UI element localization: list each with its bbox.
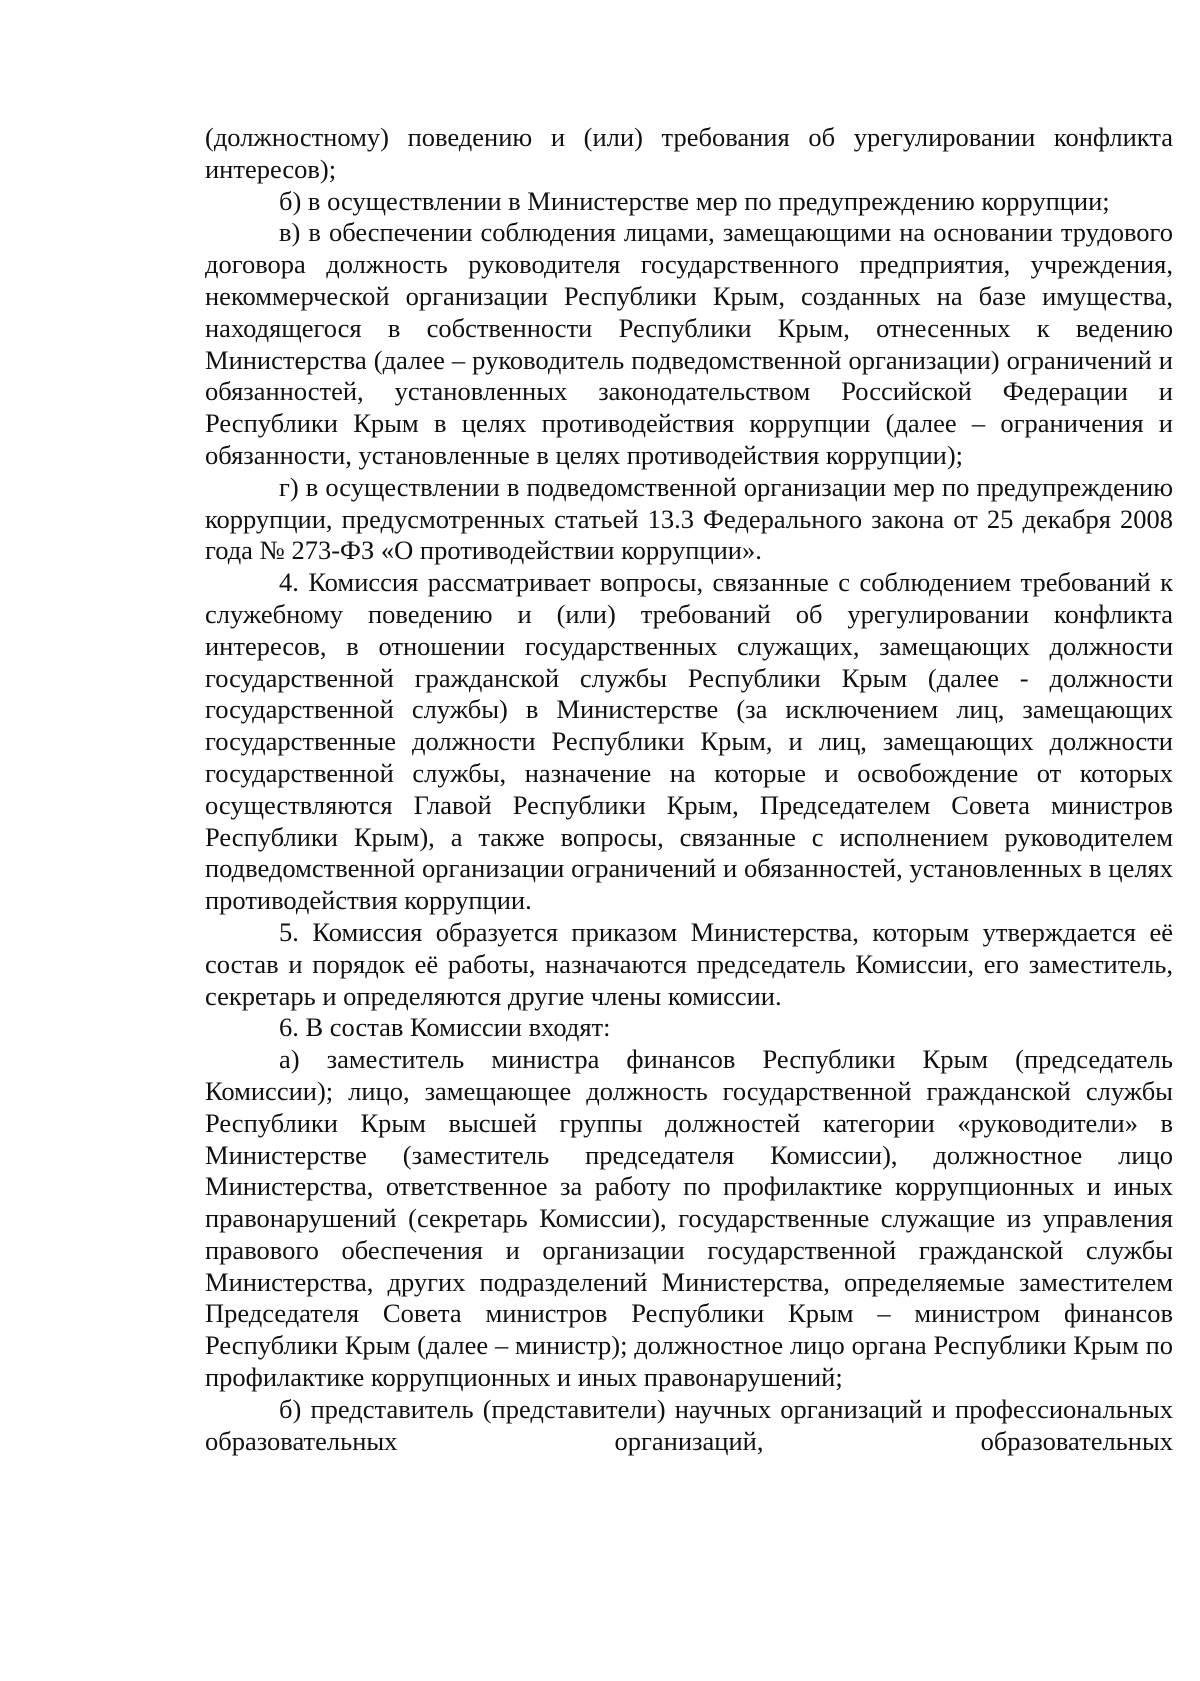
paragraph-item-v: в) в обеспечении соблюдения лицами, замещающими на основании трудового договора должность руководителя государственного предприятия, учреждения, некоммерческой организации Республики Крым, созданных на базе имущества, находящегося в собственности Республики Крым, отнесенных к ведению Министерства (далее – руководитель подведомственной организации) ограничений и обязанностей, установленных законодательством Российской Федерации и Республики Крым в целях противодействия коррупции (далее – ограничения и обязанности, установленные в целях противодействия коррупции); bbox=[205, 217, 1173, 470]
paragraph-section-6: 6. В состав Комиссии входят: bbox=[279, 1012, 611, 1043]
document-body bbox=[205, 122, 1173, 1457]
paragraph-continuation: (должностному) поведению и (или) требования об урегулировании конфликта интересов); bbox=[205, 122, 1173, 184]
paragraph-section-5: 5. Комиссия образуется приказом Министерства, которым утверждается её состав и порядок её работы, назначаются председатель Комиссии, его заместитель, секретарь и определяются другие члены комиссии. bbox=[205, 916, 1173, 1011]
paragraph-section-4: 4. Комиссия рассматривает вопросы, связанные с соблюдением требований к служебному поведению и (или) требований об урегулировании конфликта интересов, в отношении государственных служащих, замещающих должности государственной гражданской службы Республики Крым (далее - должности государственной службы) в Министерстве (за исключением лиц, замещающих государственные должности Республики Крым, и лиц, замещающих должности государственной службы, назначение на которые и освобождение от которых осуществляются Главой Республики Крым, Председателем Совета министров Республики Крым), а также вопросы, связанные с исполнением руководителем подведомственной организации ограничений и обязанностей, установленных в целях противодействия коррупции. bbox=[205, 567, 1173, 916]
paragraph-item-a: а) заместитель министра финансов Республики Крым (председатель Комиссии); лицо, замещающее должность государственной гражданской службы Республики Крым высшей группы должностей категории «руководители» в Министерстве (заместитель председателя Комиссии), должностное лицо Министерства, ответственное за работу по профилактике коррупционных и иных правонарушений (секретарь Комиссии), государственные служащие из управления правового обеспечения и организации государственной гражданской службы Министерства, других подразделений Министерства, определяемые заместителем Председателя Совета министров Республики Крым – министром финансов Республики Крым (далее – министр); должностное лицо органа Республики Крым по профилактике коррупционных и иных правонарушений; bbox=[205, 1044, 1173, 1393]
paragraph-item-b-members: б) представитель (представители) научных организаций и профессиональных образовательных организаций, образовательных bbox=[205, 1393, 1173, 1456]
paragraph-item-g: г) в осуществлении в подведомственной организации мер по предупреждению коррупции, предусмотренных статьей 13.3 Федерального закона от 25 декабря 2008 года № 273-ФЗ «О противодействии коррупции». bbox=[205, 471, 1173, 566]
paragraph-item-b: б) в осуществлении в Министерстве мер по предупреждению коррупции; bbox=[279, 185, 1110, 216]
